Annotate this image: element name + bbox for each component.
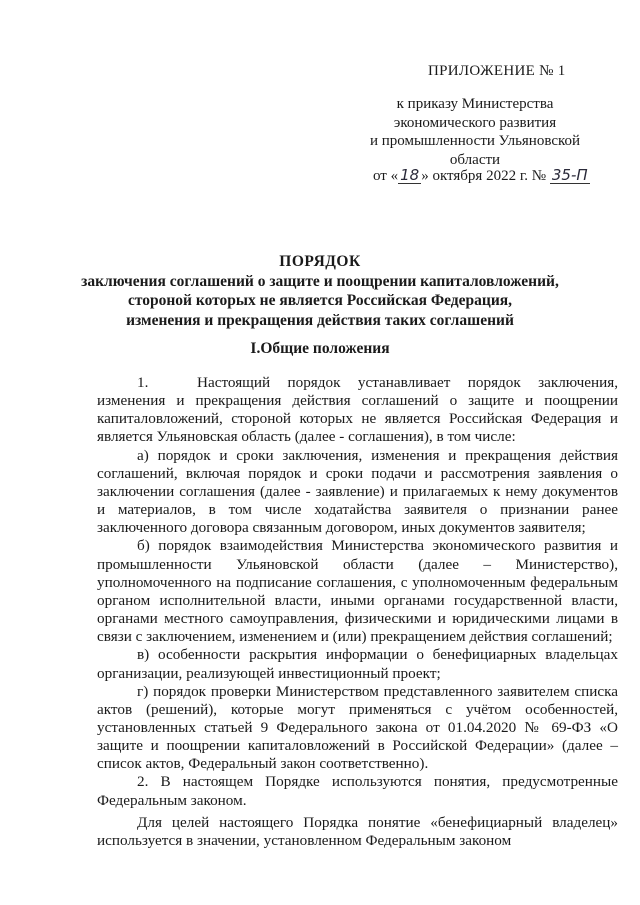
annex-line-1: к приказу Министерства [396,96,554,112]
date-middle: » октября 2022 г. № [421,168,547,184]
annex-date [373,167,590,185]
document-body [97,374,618,850]
paragraph-a: а) порядок и сроки заключения, изменения и прекращения действия соглашений, включая порядок и сроки подачи и рассмотрения заявления о заключении соглашения (далее - заявление) и прилагаемых к нему документов и материалов, в том числе ходатайства заявителя о признании ранее заключенного договора связанным договором, иных документов заявителя; [97,446,618,537]
title-line-3: стороной которых не является Российская Федерация, [127,292,513,309]
paragraph-3: Для целей настоящего Порядка понятие «бенефициарный владелец» используется в значении, установленном Федеральным законом [97,813,618,849]
handwritten-number: 35-П [551,166,588,184]
annex-line-3: и промышленности Ульяновской [369,133,581,149]
title-line-4: изменения и прекращения действия таких соглашений [126,311,514,329]
annex-line-4: области [449,151,501,168]
document-title [60,252,580,330]
handwritten-day: 18 [400,166,420,184]
paragraph-c: в) особенности раскрытия информации о бенефициарных владельцах организации, реализующей инвестиционный проект; [97,646,618,682]
paragraph-1 [97,374,618,447]
section-heading: I.Общие положения [250,340,390,357]
paragraph-b: б) порядок взаимодействия Министерства экономического развития и промышленности Ульяновской области (далее – Министерство), уполномоченного на подписание соглашения, с уполномоченным федеральным органом исполнительной власти, иными органами государственной власти, органами местного самоуправления, физическими и юридическими лицами в связи с заключением, изменением и (или) прекращением действия соглашений; [97,537,618,646]
annex-title: ПРИЛОЖЕНИЕ № 1 [428,63,566,79]
annex-line-2: экономического развития [393,114,557,131]
title-line-1: ПОРЯДОК [279,253,361,270]
paragraph-1-number: 1. [137,374,149,391]
annex-reference [360,95,590,169]
paragraph-d: г) порядок проверки Министерством представленного заявителем списка актов (решений), которые могут применяться с учётом особенностей, установленных статьей 9 Федерального закона от 01.04.2020 № 69-ФЗ «О защите и поощрении капиталовложений в Российской Федерации» (далее – список актов, Федеральный закон соответственно). [97,682,618,773]
paragraph-2: 2. В настоящем Порядке используются понятия, предусмотренные Федеральным законом. [97,773,618,809]
paragraph-1-text: Настоящий порядок устанавливает порядок заключения, изменения и прекращения действия соглашений о защите и поощрении капиталовложений, стороной которых не является Российская Федерация и является Ульяновская область (далее - соглашения), в том числе: [97,374,618,446]
date-prefix: от « [373,168,399,184]
title-line-2: заключения соглашений о защите и поощрении капиталовложений, [81,272,559,290]
